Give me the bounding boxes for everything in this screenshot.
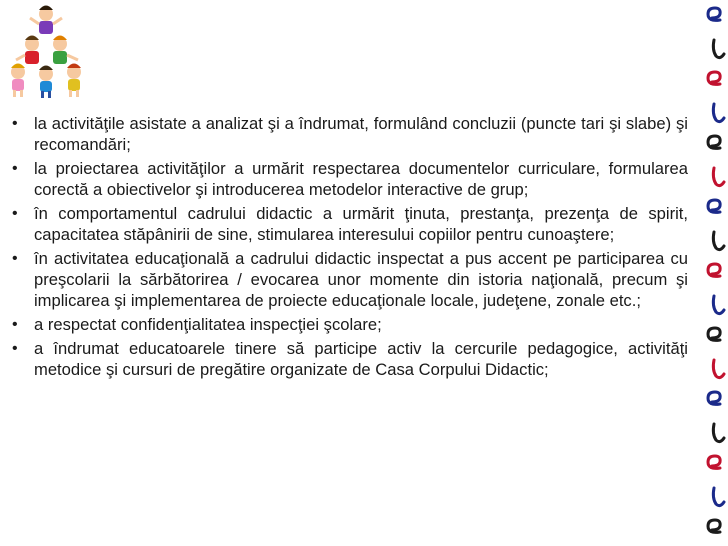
bullet-item — [12, 203, 688, 245]
bullet-text: la activităţile asistate a analizat şi a îndrumat, formulând concluzii (puncte tari şi slabe) şi recomandări; — [34, 114, 688, 154]
bullet-item — [12, 338, 688, 380]
letter-swirl-border-icon — [700, 0, 728, 546]
bullet-item — [12, 314, 688, 335]
child-figure — [39, 66, 53, 99]
swirl-icon — [708, 456, 720, 468]
child-figure — [30, 6, 62, 35]
swirl-icon — [708, 392, 720, 404]
child-figure — [53, 36, 78, 65]
bullet-text: în activitatea educaţională a cadrului didactic inspectat a pus accent pe participarea cu preşcolarii la sărbătorirea / evocarea unor momente din istoria naţională, precum şi implicarea şi implementarea de proiecte educaţionale locale, judeţene, zonale etc.; — [34, 249, 688, 310]
bullet-item — [12, 113, 688, 155]
swirl-icon — [713, 168, 724, 186]
bullet-dot-icon: • — [12, 316, 18, 333]
swirl-icon — [713, 424, 724, 442]
swirl-icon — [713, 296, 724, 314]
bullet-text: a respectat confidenţialitatea inspecţiei şcolare; — [34, 315, 382, 334]
swirl-icon — [713, 40, 724, 58]
bullet-dot-icon: • — [12, 205, 18, 222]
bullet-text: a îndrumat educatoarele tinere să participe activ la cercurile pedagogice, activităţi metodice şi cursuri de pregătire organizate de Casa Corpului Didactic; — [34, 339, 688, 379]
swirl-icon — [713, 104, 724, 122]
bullet-text: la proiectarea activităţilor a urmărit respectarea documentelor curriculare, formularea corectă a obiectivelor şi introducerea metodelor interactive de grup; — [34, 159, 688, 199]
bullet-dot-icon: • — [12, 250, 18, 267]
swirl-icon — [713, 360, 724, 378]
swirl-icon — [708, 72, 720, 84]
bullet-dot-icon: • — [12, 340, 18, 357]
swirl-group — [708, 8, 724, 532]
swirl-icon — [708, 200, 720, 212]
children-pyramid-icon — [0, 0, 120, 100]
bullet-text: în comportamentul cadrului didactic a urmărit ţinuta, prestanţa, prezenţa de spirit, capacitatea stăpânirii de sine, stimularea interesului copiilor pentru cunoaştere; — [34, 204, 688, 244]
bullet-list — [12, 113, 688, 383]
bullet-dot-icon: • — [12, 160, 18, 177]
bullet-item — [12, 158, 688, 200]
child-figure — [16, 36, 39, 65]
swirl-icon — [708, 264, 720, 276]
swirl-icon — [713, 232, 724, 250]
bullet-dot-icon: • — [12, 115, 18, 132]
swirl-icon — [708, 8, 720, 20]
swirl-icon — [708, 328, 720, 340]
child-figure — [11, 64, 25, 98]
swirl-icon — [708, 520, 720, 532]
swirl-icon — [708, 136, 720, 148]
swirl-icon — [713, 488, 724, 506]
bullet-item — [12, 248, 688, 311]
child-figure — [67, 64, 81, 98]
